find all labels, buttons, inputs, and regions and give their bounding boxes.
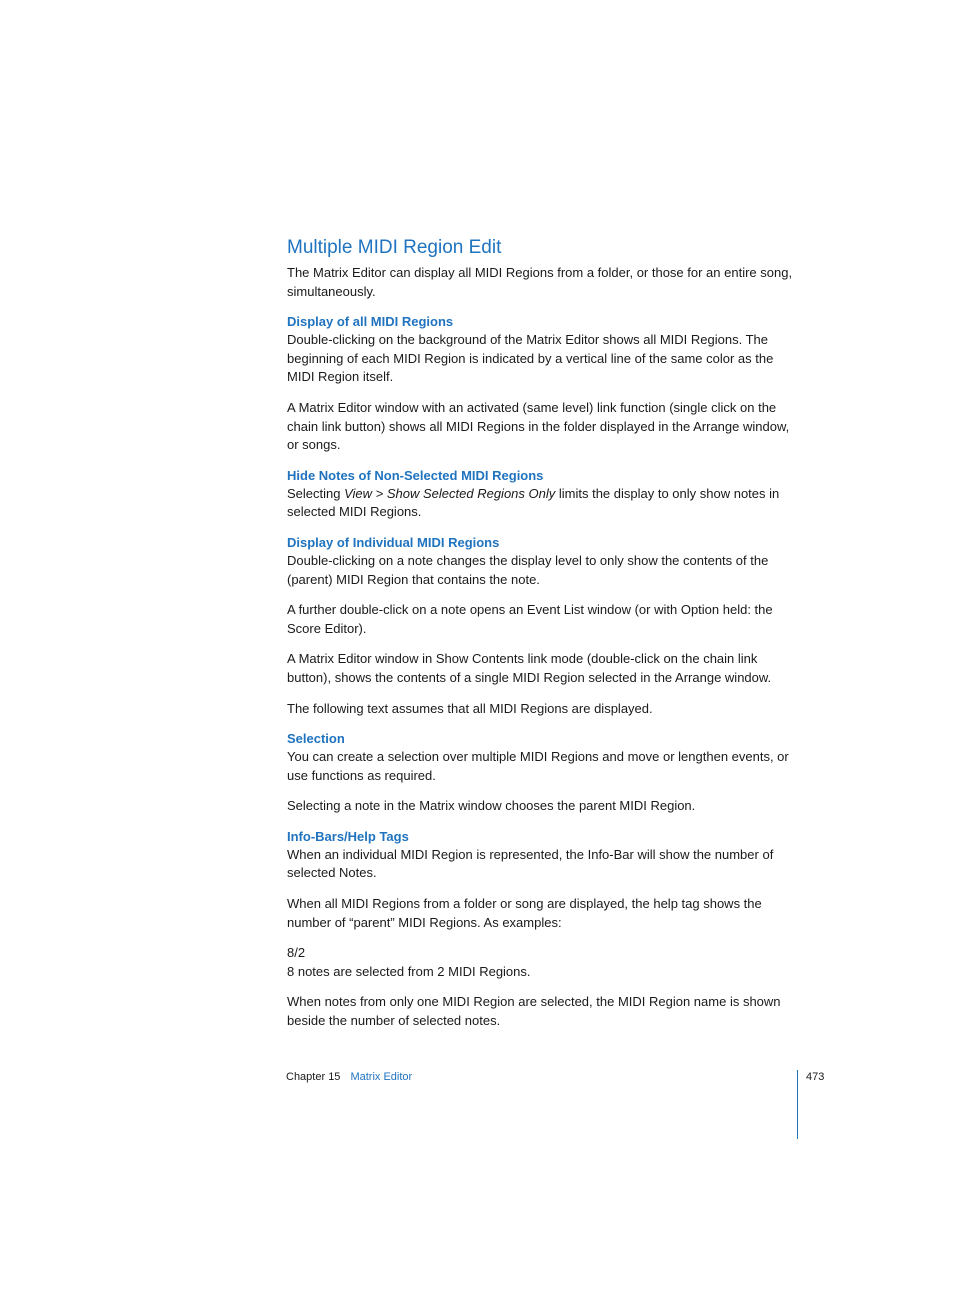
paragraph: Double-clicking on a note changes the display level to only show the contents of the (parent) MIDI Region that contains the note. — [287, 552, 769, 587]
page-title: Multiple MIDI Region Edit — [287, 237, 502, 258]
footer-divider — [797, 1070, 798, 1139]
paragraph: You can create a selection over multiple MIDI Regions and move or lengthen events, or use functions as required. — [287, 749, 789, 783]
section-heading-hide-notes: Hide Notes of Non-Selected MIDI Regions — [287, 467, 544, 483]
paragraph: Double-clicking on the background of the Matrix Editor shows all MIDI Regions. The beginning of each MIDI Region is indicated by a vertical line of the same color as the MIDI Region itself. — [287, 332, 774, 385]
paragraph: A Matrix Editor window with an activated (same level) link function (single click on the chain link button) shows all MIDI Regions in the folder displayed in the Arrange window, or songs. — [287, 399, 790, 453]
section-heading-info-bars: Info-Bars/Help Tags — [287, 828, 409, 844]
example-label: 8/2 — [287, 945, 306, 961]
menu-separator: > — [372, 485, 387, 501]
example-text: 8 notes are selected from 2 MIDI Regions. — [287, 963, 531, 979]
paragraph: When all MIDI Regions from a folder or song are displayed, the help tag shows the number of “parent” MIDI Regions. As examples: — [287, 896, 762, 930]
paragraph: The following text assumes that all MIDI Regions are displayed. — [287, 700, 653, 716]
paragraph: A further double-click on a note opens an Event List window (or with Option held: the Score Editor). — [287, 602, 773, 636]
paragraph-rich — [287, 485, 802, 522]
paragraph: A Matrix Editor window in Show Contents link mode (double-click on the chain link button), shows the contents of a single MIDI Region selected in the Arrange window. — [287, 651, 772, 685]
section-heading-display-all: Display of all MIDI Regions — [287, 314, 454, 330]
text-run: Selecting — [287, 485, 345, 501]
paragraph: When notes from only one MIDI Region are selected, the MIDI Region name is shown beside the number of selected notes. — [287, 994, 781, 1029]
page-number: 473 — [806, 1071, 825, 1083]
section-heading-display-individual: Display of Individual MIDI Regions — [287, 534, 500, 550]
text-run: limits the display to only show notes in selected MIDI Regions. — [287, 485, 780, 520]
page-footer — [286, 1069, 412, 1085]
menu-name: View — [344, 485, 373, 501]
menu-item-name: Show Selected Regions Only — [386, 485, 556, 501]
page-content — [287, 236, 802, 1043]
section-heading-selection: Selection — [287, 731, 345, 747]
paragraph: When an individual MIDI Region is represented, the Info-Bar will show the number of selected Notes. — [287, 846, 774, 881]
paragraph: Selecting a note in the Matrix window chooses the parent MIDI Region. — [287, 798, 696, 814]
footer-chapter-title: Matrix Editor — [350, 1071, 413, 1083]
intro-paragraph: The Matrix Editor can display all MIDI Regions from a folder, or those for an entire song, simultaneously. — [287, 265, 793, 299]
footer-chapter: Chapter 15 — [286, 1071, 341, 1083]
